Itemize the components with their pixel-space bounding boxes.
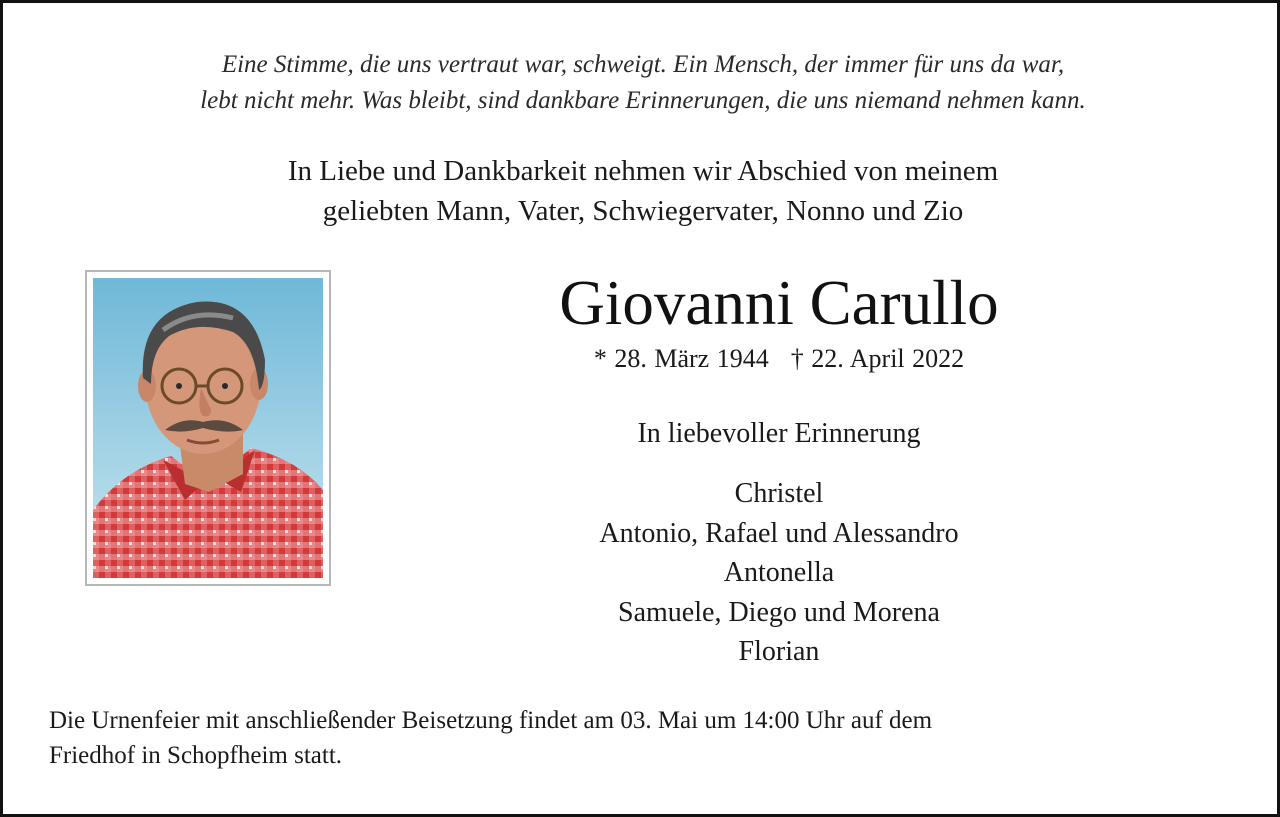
memorial-verse — [3, 47, 1280, 119]
farewell-intro — [3, 151, 1280, 231]
intro-line-1: In Liebe und Dankbarkeit nehmen wir Abschied von meinem — [287, 155, 999, 187]
portrait-photo — [85, 270, 331, 586]
family-list — [403, 474, 1155, 672]
birth-date: * 28. März 1944 — [593, 344, 769, 373]
family-member: Christel — [734, 478, 824, 509]
ceremony-line-1: Die Urnenfeier mit anschließender Beisetzung findet am 03. Mai um 14:00 Uhr auf dem — [49, 707, 933, 734]
ceremony-notice — [49, 703, 1249, 773]
verse-line-2: lebt nicht mehr. Was bleibt, sind dankbare Erinnerungen, die uns niemand nehmen kann. — [200, 87, 1086, 114]
family-member: Florian — [738, 636, 820, 667]
verse-line-1: Eine Stimme, die uns vertraut war, schweigt. Ein Mensch, der immer für uns da war, — [221, 51, 1065, 78]
deceased-name: Giovanni Carullo — [559, 268, 999, 338]
family-member: Samuele, Diego und Morena — [618, 596, 940, 628]
portrait-image — [93, 278, 323, 578]
death-date: † 22. April 2022 — [790, 344, 965, 373]
ceremony-line-2: Friedhof in Schopfheim statt. — [49, 742, 343, 769]
life-dates — [403, 341, 1155, 377]
family-member: Antonio, Rafael und Alessandro — [599, 517, 959, 549]
remembrance-line: In liebevoller Erinnerung — [637, 418, 921, 449]
intro-line-2: geliebten Mann, Vater, Schwiegervater, Nonno und Zio — [322, 195, 964, 227]
family-member: Antonella — [723, 557, 835, 588]
